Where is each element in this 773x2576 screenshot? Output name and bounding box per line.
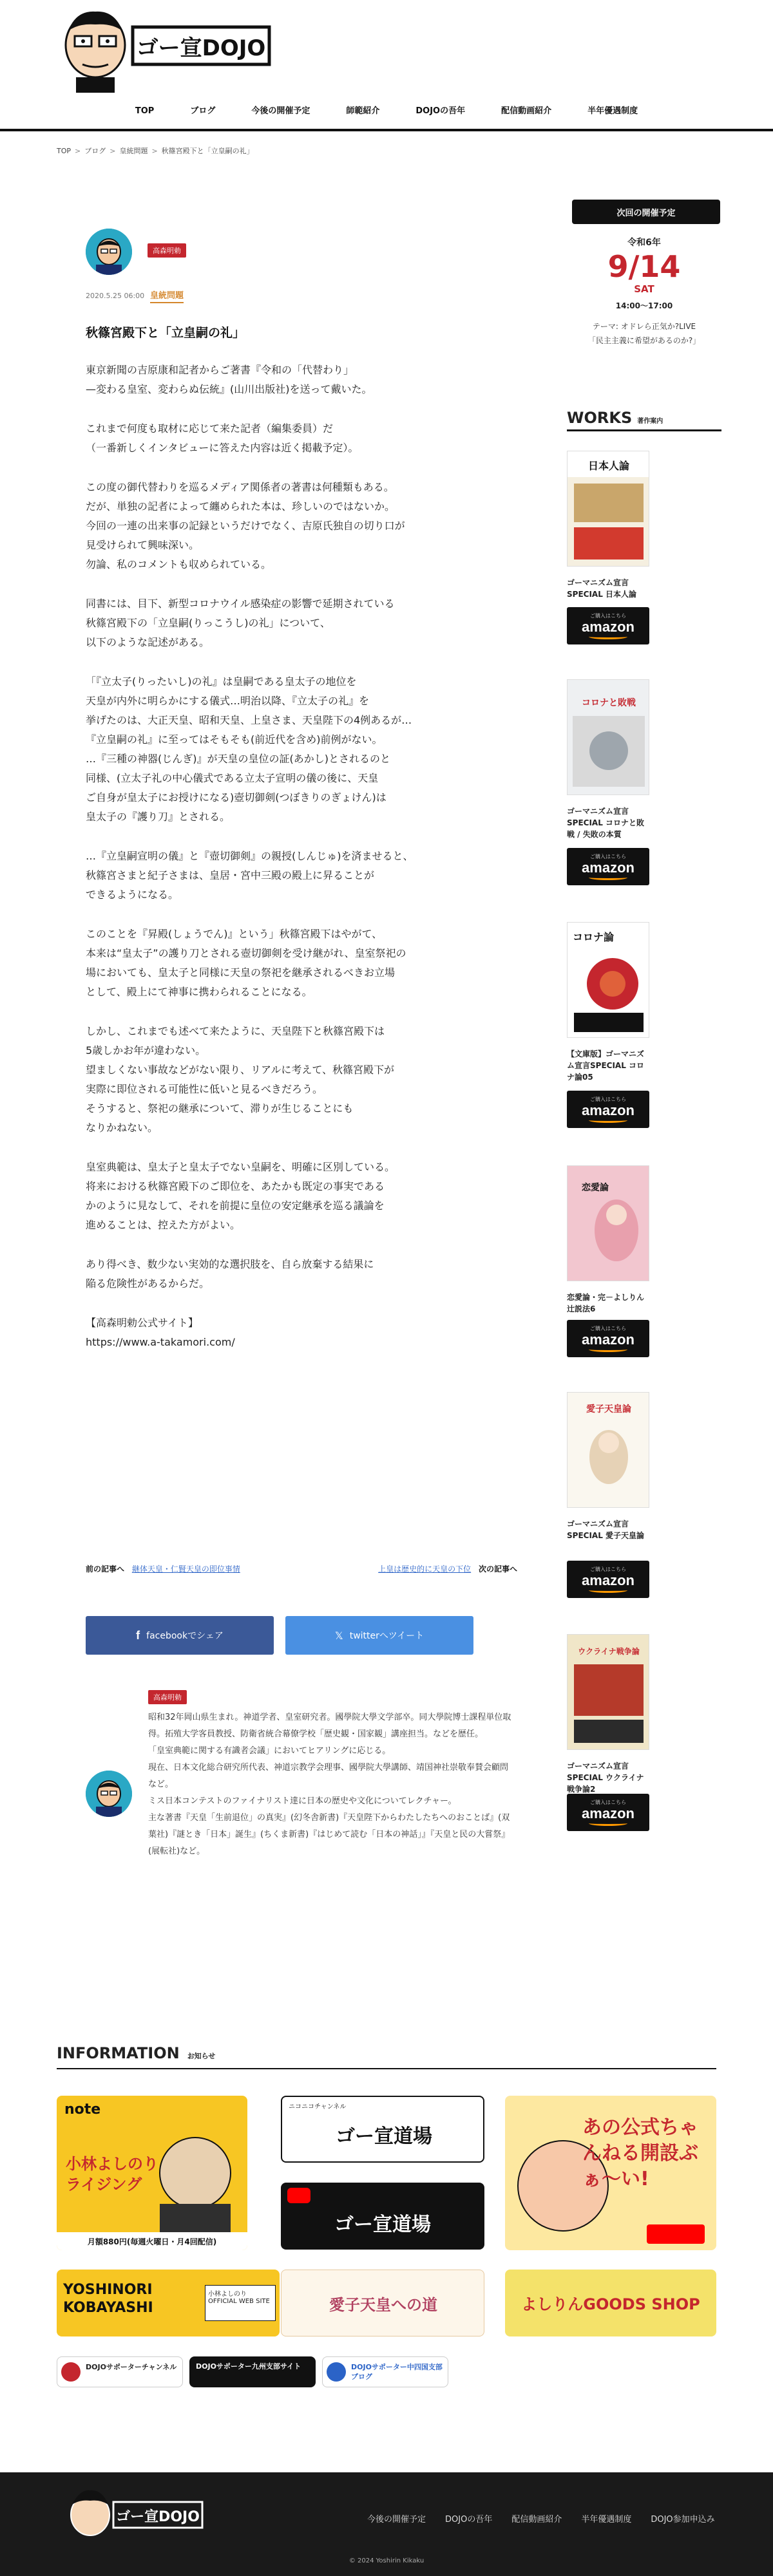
svg-text:愛子天皇論: 愛子天皇論	[586, 1404, 631, 1415]
facebook-share-label: facebookでシェア	[146, 1631, 224, 1641]
book-title[interactable]: 【文庫版】ゴーマニズム宣言SPECIAL コロナ論05	[567, 1049, 645, 1082]
next-event-heading: 次回の開催予定	[572, 200, 720, 224]
author-avatar[interactable]	[86, 229, 132, 275]
event-date[interactable]: 9/14	[607, 249, 681, 284]
body-paragraph: …『立皇嗣宣明の儀』と『壺切御剣』の親授(しんじゅ)を済ませると、 秋篠宮さまと紀子さまは、皇居・宮中三殿の殿上に昇ることが できるようになる。	[86, 850, 414, 901]
nav-videos[interactable]: 配信動画紹介	[501, 106, 552, 116]
next-post-title[interactable]: 上皇は歴史的に天皇の下位	[378, 1565, 472, 1574]
amazon-button[interactable]	[567, 848, 649, 885]
author-bio-line: ミス日本コンテストのファイナリスト達に日本の歴史や文化についてレクチャー。	[148, 1796, 457, 1806]
amazon-smile-icon	[589, 1821, 627, 1826]
nav-schedule[interactable]: 今後の開催予定	[251, 106, 310, 116]
post-date: 2020.5.25 06:00	[86, 292, 145, 300]
official-site-link[interactable]: 【高森明勅公式サイト】 https://www.a-takamori.com/	[86, 1317, 235, 1348]
footer-logo[interactable]	[64, 2485, 206, 2543]
body-paragraph: 皇室典範は、皇太子と皇太子でない皇嗣を、明確に区別している。 将来における秋篠宮殿下のご即位を、あたかも既定の事実である かのように見なして、それを前提に皇位の安定継承を巡る議論を 進めることは、控えた方がよい。	[86, 1161, 396, 1231]
supporter-icon	[327, 2362, 346, 2382]
book-cover[interactable]	[567, 1634, 649, 1750]
prev-post[interactable]	[86, 1563, 245, 1574]
svg-text:ウクライナ戦争論: ウクライナ戦争論	[578, 1647, 640, 1656]
breadcrumb-category[interactable]: 皇統問題	[119, 147, 148, 155]
amazon-button-caption: ご購入はこちら	[590, 1566, 626, 1572]
post-category[interactable]: 皇統問題	[150, 288, 184, 303]
body-paragraph: これまで何度も取材に応じて来た記者（編集委員）だ （一番新しくインタビューに答えた内容は近く掲載予定）。	[86, 422, 359, 454]
body-paragraph: あり得べき、数少ない実効的な選択肢を、自ら放棄する結果に 陥る危険性があるからだ。	[86, 1258, 374, 1290]
supporter-channel-banner[interactable]	[57, 2356, 183, 2387]
book-cover[interactable]	[567, 922, 649, 1038]
next-post[interactable]	[373, 1563, 517, 1574]
body-paragraph: この度の御代替わりを巡るメディア関係者の著書は何種類もある。 だが、単独の記者によって纏められた本は、珍しいのではないか。 今回の一連の出来事の記録というだけでなく、吉原氏独自の切り口が 見受けられて興味深い。 勿論、私のコメントも収められている。	[86, 481, 405, 570]
official-website-banner[interactable]	[57, 2270, 280, 2336]
body-paragraph: 「『立太子(りったいし)の礼』は皇嗣である皇太子の地位を 天皇が内外に明らかにする儀式…明治以降、『立太子の礼』を 挙げたのは、大正天皇、昭和天皇、上皇さま、天皇陛下の4例あるが… 『立皇嗣の礼』に至ってはそもそも(前近代を含め)前例がない。 …『三種の神器(じんぎ)』が天皇の皇位の証(あかし)とされるのと 同様、(立太子礼の中心儀式である立太子宣明の儀の後に、天皇 ご自身が皇太子にお授けになる)壺切御剣(つぼきりのぎょけん)は 皇太子の『護り刀』とされる。	[86, 675, 412, 823]
author-bio-line: 昭和32年岡山県生まれ。神道学者、皇室研究者。國學院大學文学部卒。同大學院博士課程単位取得。拓殖大学客員教授、防衛省統合幕僚学校「歴史観・国家観」講座担当。などを歴任。	[148, 1713, 511, 1739]
event-era: 令和6年	[627, 238, 661, 248]
svg-text:コロナと敗戦: コロナと敗戦	[582, 698, 636, 708]
official-website-banner-subtitle: 小林よしのりOFFICIAL WEB SITE	[205, 2285, 276, 2321]
amazon-smile-icon	[589, 1588, 627, 1593]
author-bio-line: 現在、日本文化総合研究所代表、神道宗教学会理事、國學院大學講師、靖国神社崇敬奉賛会顧問など。	[148, 1763, 509, 1789]
works-title: WORKS	[567, 409, 633, 427]
niconico-logo: ニコニコチャンネル	[289, 2103, 347, 2111]
breadcrumb-blog[interactable]: ブログ	[84, 147, 106, 155]
information-subtitle: お知らせ	[187, 2052, 216, 2060]
supporter-kyushu-title: DOJOサポーター九州支部サイト	[196, 2362, 301, 2371]
event-time: 14:00〜17:00	[615, 301, 673, 310]
amazon-logo: amazon	[582, 1572, 635, 1588]
amazon-logo: amazon	[582, 1102, 635, 1118]
author-bio-line: 「皇室典範に関する有識者会議」においてヒアリングに応じる。	[148, 1746, 391, 1756]
amazon-button-caption: ご購入はこちら	[590, 613, 626, 619]
amazon-smile-icon	[589, 1118, 627, 1123]
twitter-share-label: twitterへツイート	[349, 1631, 425, 1641]
information-heading	[57, 2044, 215, 2062]
book-cover[interactable]	[567, 679, 649, 795]
author-bio	[148, 1709, 515, 1860]
amazon-button-caption: ご購入はこちら	[590, 854, 626, 860]
nav-blog[interactable]: ブログ	[190, 106, 216, 116]
facebook-icon: f	[136, 1628, 140, 1642]
svg-text:note: note	[64, 2101, 101, 2118]
youtube-icon	[287, 2188, 310, 2203]
body-paragraph: しかし、これまでも述べて来たように、天皇陛下と秋篠宮殿下は 5歳しかお年が違わない。 望ましくない事故などがない限り、リアルに考えて、秋篠宮殿下が 実際に即位される可能性に低いと見るべきだろう。 そうすると、祭祀の継承について、滞りが生じることにも なりかねない。	[86, 1025, 395, 1134]
breadcrumb-top[interactable]: TOP	[57, 146, 72, 155]
breadcrumb-separator: >	[110, 146, 116, 155]
svg-text:ゴー宣DOJO: ゴー宣DOJO	[136, 35, 266, 61]
amazon-smile-icon	[589, 875, 627, 880]
amazon-smile-icon	[589, 634, 627, 639]
supporter-channel-title: DOJOサポーターチャンネル	[86, 2363, 177, 2371]
supporter-kyushu-banner[interactable]	[189, 2356, 316, 2387]
book-cover[interactable]	[567, 1165, 649, 1281]
author-box-tag[interactable]: 高森明勅	[148, 1690, 187, 1704]
site-footer	[0, 2472, 773, 2576]
official-channel-banner[interactable]	[505, 2096, 716, 2250]
note-banner-price: 月額880円(毎週火曜日・月4回配信)	[87, 2237, 217, 2246]
note-banner-title: 小林よしのりライジング	[66, 2155, 158, 2194]
book-cover[interactable]	[567, 451, 649, 567]
aiko-banner-title: 愛子天皇への道	[329, 2296, 437, 2314]
book-title[interactable]: 恋愛論・完－よしりん辻説法6	[567, 1293, 645, 1313]
body-paragraph: 同書には、目下、新型コロナウイル感染症の影響で延期されている 秋篠宮殿下の「立皇嗣(りっこうし)の礼」について、 以下のような記述がある。	[86, 597, 395, 648]
next-post-label: 次の記事へ	[478, 1565, 517, 1574]
breadcrumb-separator: >	[75, 146, 81, 155]
supporter-icon	[61, 2362, 81, 2382]
body-paragraph: 東京新聞の吉原康和記者からご著書『令和の「代替わり」 —変わる皇室、変わらぬ伝統』(山川出版社)を送って戴いた。	[86, 364, 372, 395]
main-nav	[0, 100, 773, 123]
niconico-banner[interactable]	[281, 2096, 484, 2163]
post-navigation	[86, 1563, 517, 1576]
amazon-button-caption: ご購入はこちら	[590, 1326, 626, 1331]
footer-nav-half-year[interactable]: 半年優遇制度	[581, 2515, 632, 2524]
amazon-button[interactable]	[567, 607, 649, 644]
site-logo[interactable]	[57, 5, 276, 94]
facebook-share-button[interactable]	[86, 1616, 274, 1655]
book-title[interactable]: ゴーマニズム宣言SPECIAL 日本人論	[567, 578, 637, 599]
author-box-avatar	[86, 1771, 132, 1817]
amazon-button[interactable]	[567, 1561, 649, 1598]
svg-text:日本人論: 日本人論	[587, 460, 630, 472]
book-title[interactable]: ゴーマニズム宣言SPECIAL コロナと敗戦 / 失敗の本質	[567, 807, 645, 839]
amazon-logo: amazon	[582, 1805, 635, 1821]
svg-text:ゴー宣DOJO: ゴー宣DOJO	[116, 2509, 200, 2525]
amazon-logo: amazon	[582, 619, 635, 635]
amazon-button-caption: ご購入はこちら	[590, 1096, 626, 1102]
svg-text:コロナ論: コロナ論	[572, 931, 615, 943]
footer-nav-videos[interactable]: 配信動画紹介	[511, 2515, 562, 2524]
official-channel-banner-title: あの公式ちゃんねる開設ぶぁ〜い!	[582, 2116, 698, 2190]
body-paragraph: このことを『昇殿(しょうでん)』という」秋篠宮殿下はやがて、 本来は“皇太子”の護り刀とされる壺切御剣を受け継がれ、皇室祭祀の 場においても、皇太子と同様に天皇の祭祀を継承されるべきお立場 として、殿上にて神事に携わられることになる。	[86, 928, 406, 998]
amazon-button[interactable]	[567, 1794, 649, 1831]
information-title: INFORMATION	[57, 2044, 180, 2062]
goods-shop-banner-title: よしりんGOODS SHOP	[521, 2295, 700, 2313]
amazon-logo: amazon	[582, 860, 635, 876]
goods-shop-banner[interactable]	[505, 2270, 716, 2336]
nav-half-year[interactable]: 半年優遇制度	[587, 106, 638, 116]
niconico-banner-title: ゴー宣道場	[336, 2125, 432, 2148]
copyright: © 2024 Yoshirin Kikaku	[348, 2557, 425, 2564]
nav-divider	[0, 129, 773, 131]
event-theme[interactable]: テーマ: オドレら正気か?LIVE 「民主主義に希望があるのか?」	[587, 322, 701, 345]
youtube-banner[interactable]	[281, 2183, 484, 2250]
supporter-chushikoku-title: DOJOサポーター中四国支部ブログ	[351, 2363, 443, 2381]
breadcrumb-current: 秋篠宮殿下と「立皇嗣の礼」	[161, 147, 254, 155]
book-cover[interactable]	[567, 1392, 649, 1508]
footer-nav-schedule[interactable]: 今後の開催予定	[367, 2515, 426, 2524]
svg-text:恋愛論: 恋愛論	[582, 1183, 609, 1193]
information-divider	[57, 2068, 716, 2069]
footer-nav-dojo-history[interactable]: DOJOの吾年	[445, 2515, 493, 2524]
nav-dojo-history[interactable]: DOJOの吾年	[415, 106, 466, 116]
nav-top[interactable]: TOP	[135, 106, 155, 116]
breadcrumb-separator: >	[151, 146, 158, 155]
site-header	[0, 0, 773, 132]
supporter-chushikoku-banner[interactable]	[322, 2356, 448, 2387]
footer-nav-apply[interactable]: DOJO参加申込み	[651, 2515, 715, 2524]
note-banner[interactable]	[57, 2096, 247, 2250]
twitter-icon: 𝕏	[334, 1629, 343, 1642]
amazon-button[interactable]	[567, 1320, 649, 1357]
event-day-of-week: SAT	[634, 283, 654, 295]
breadcrumb	[57, 146, 254, 156]
prev-post-title[interactable]: 継体天皇・仁賢天皇の即位事情	[131, 1565, 240, 1574]
works-heading	[567, 409, 721, 431]
youtube-banner-title: ゴー宣道場	[334, 2214, 431, 2236]
author-tag[interactable]: 高森明勅	[148, 243, 186, 258]
amazon-button-caption: ご購入はこちら	[590, 1800, 626, 1805]
amazon-button[interactable]	[567, 1091, 649, 1128]
book-title[interactable]: ゴーマニズム宣言SPECIAL 愛子天皇論	[567, 1519, 645, 1540]
amazon-smile-icon	[589, 1347, 627, 1352]
aiko-banner[interactable]	[281, 2270, 484, 2336]
works-subtitle: 著作案内	[637, 418, 663, 425]
author-bio-line: 主な著書『天皇「生前退位」の真実』(幻冬舎新書)『天皇陛下からわたしたちへのおことば』(双葉社)『謎とき「日本」誕生』(ちくま新書)『はじめて読む「日本の神話」』『天皇と民の大嘗祭』(展転社)など。	[148, 1813, 510, 1856]
amazon-logo: amazon	[582, 1331, 635, 1348]
official-website-banner-title: YOSHINORI KOBAYASHI	[63, 2282, 153, 2316]
nav-instructors[interactable]: 師範紹介	[346, 106, 380, 116]
book-title[interactable]: ゴーマニズム宣言SPECIAL ウクライナ戦争論2	[567, 1762, 644, 1794]
prev-post-label: 前の記事へ	[86, 1565, 125, 1574]
twitter-share-button[interactable]	[285, 1616, 473, 1655]
post-body	[86, 361, 530, 1372]
footer-nav	[367, 2512, 715, 2524]
post-title: 秋篠宮殿下と「立皇嗣の礼」	[86, 326, 245, 340]
